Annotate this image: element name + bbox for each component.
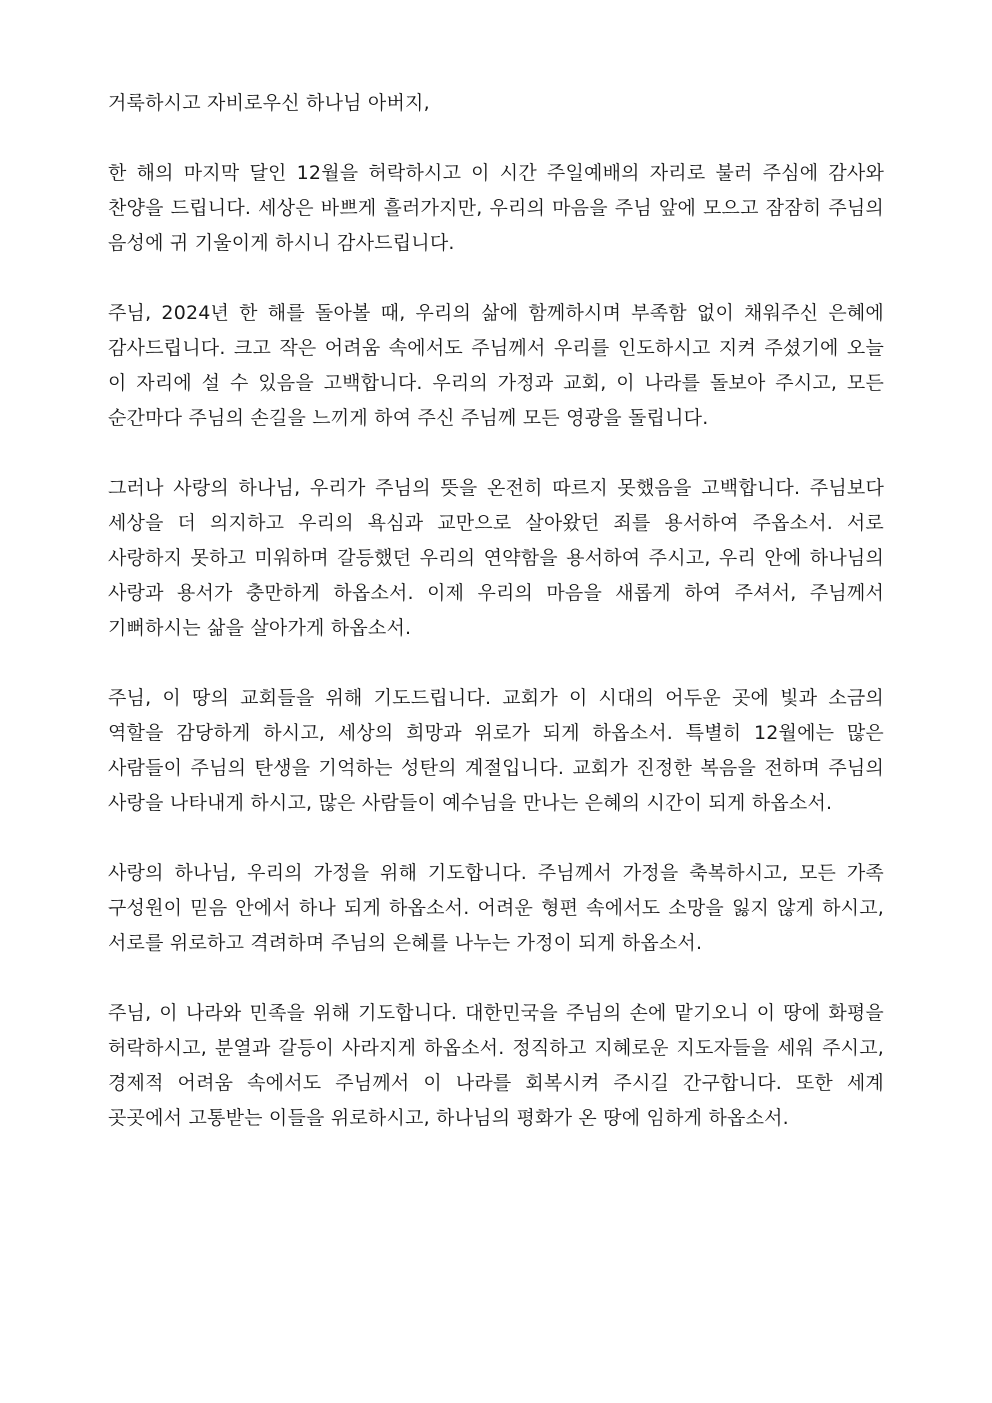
paragraph-thanksgiving: 한 해의 마지막 달인 12월을 허락하시고 이 시간 주일예배의 자리로 불러 주심에 감사와 찬양을 드립니다. 세상은 바쁘게 흘러가지만, 우리의 마음을 주님 앞에 모으고 잠잠히 주님의 음성에 귀 기울이게 하시니 감사드립니다.	[108, 162, 884, 254]
prayer-text	[108, 86, 884, 1136]
paragraph-nation: 주님, 이 나라와 민족을 위해 기도합니다. 대한민국을 주님의 손에 맡기오니 이 땅에 화평을 허락하시고, 분열과 갈등이 사라지게 하옵소서. 정직하고 지혜로운 지도자들을 세워 주시고, 경제적 어려움 속에서도 주님께서 이 나라를 회복시켜 주시길 간구합니다. 또한 세계 곳곳에서 고통받는 이들을 위로하시고, 하나님의 평화가 온 땅에 임하게 하옵소서.	[108, 1002, 884, 1129]
paragraph-year-review: 주님, 2024년 한 해를 돌아볼 때, 우리의 삶에 함께하시며 부족함 없이 채워주신 은혜에 감사드립니다. 크고 작은 어려움 속에서도 주님께서 우리를 인도하시고 지켜 주셨기에 오늘 이 자리에 설 수 있음을 고백합니다. 우리의 가정과 교회, 이 나라를 돌보아 주시고, 모든 순간마다 주님의 손길을 느끼게 하여 주신 주님께 모든 영광을 돌립니다.	[108, 302, 884, 429]
salutation: 거룩하시고 자비로우신 하나님 아버지,	[108, 92, 430, 114]
paragraph-families: 사랑의 하나님, 우리의 가정을 위해 기도합니다. 주님께서 가정을 축복하시고, 모든 가족 구성원이 믿음 안에서 하나 되게 하옵소서. 어려운 형편 속에서도 소망을 잃지 않게 하시고, 서로를 위로하고 격려하며 주님의 은혜를 나누는 가정이 되게 하옵소서.	[108, 862, 884, 954]
paragraph-churches: 주님, 이 땅의 교회들을 위해 기도드립니다. 교회가 이 시대의 어두운 곳에 빛과 소금의 역할을 감당하게 하시고, 세상의 희망과 위로가 되게 하옵소서. 특별히 12월에는 많은 사람들이 주님의 탄생을 기억하는 성탄의 계절입니다. 교회가 진정한 복음을 전하며 주님의 사랑을 나타내게 하시고, 많은 사람들이 예수님을 만나는 은혜의 시간이 되게 하옵소서.	[108, 687, 884, 814]
paragraph-confession: 그러나 사랑의 하나님, 우리가 주님의 뜻을 온전히 따르지 못했음을 고백합니다. 주님보다 세상을 더 의지하고 우리의 욕심과 교만으로 살아왔던 죄를 용서하여 주옵소서. 서로 사랑하지 못하고 미워하며 갈등했던 우리의 연약함을 용서하여 주시고, 우리 안에 하나님의 사랑과 용서가 충만하게 하옵소서. 이제 우리의 마음을 새롭게 하여 주셔서, 주님께서 기뻐하시는 삶을 살아가게 하옵소서.	[108, 477, 884, 639]
